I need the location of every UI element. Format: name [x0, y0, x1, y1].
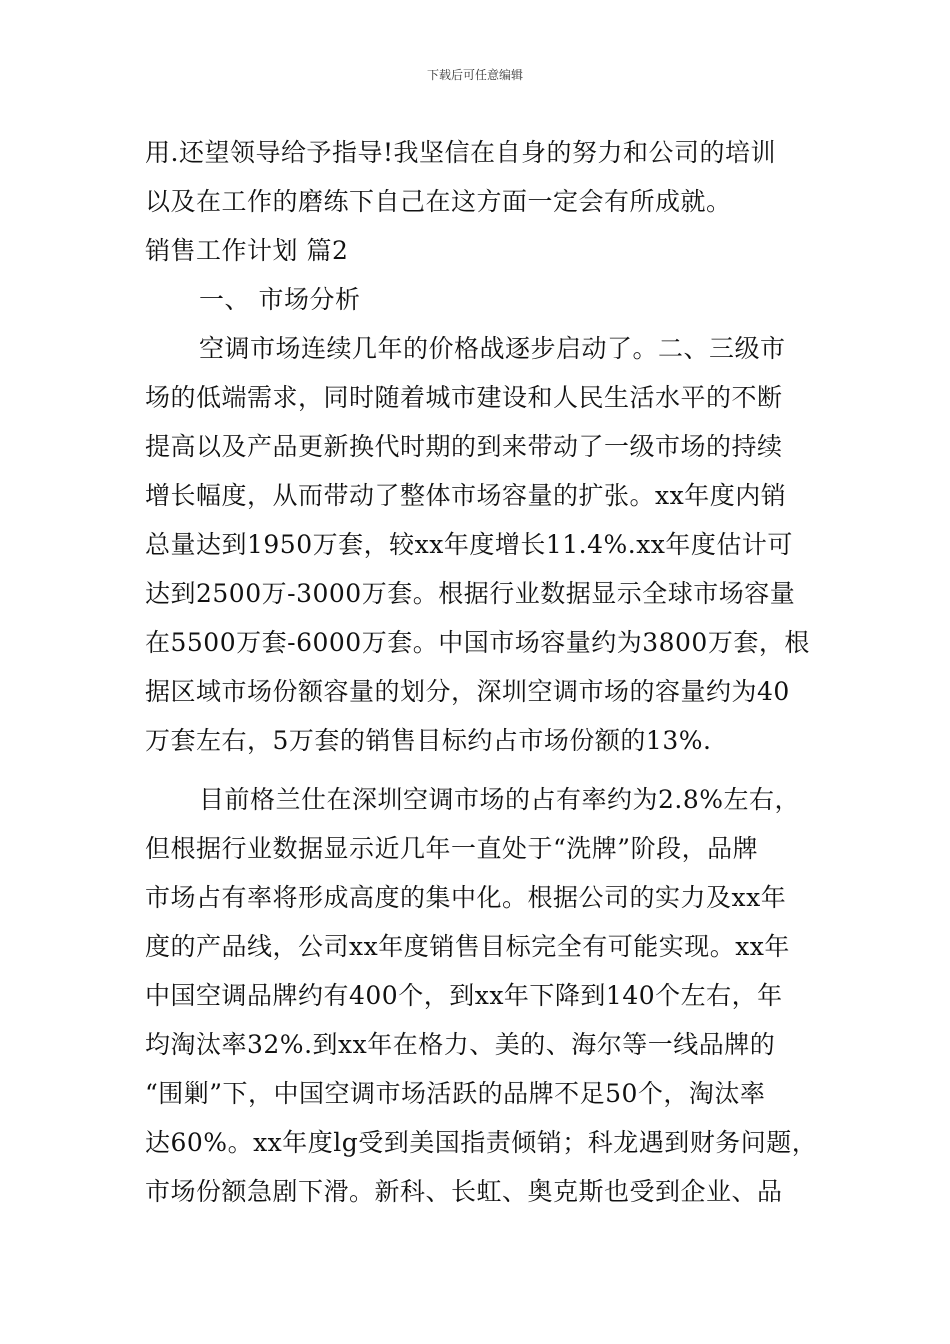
paragraph-line: 中国空调品牌约有400个，到xx年下降到140个左右，年 — [145, 981, 783, 1010]
paragraph-line: 度的产品线，公司xx年度销售目标完全有可能实现。xx年 — [145, 932, 790, 961]
paragraph-line: 提高以及产品更新换代时期的到来带动了一级市场的持续 — [145, 432, 783, 461]
paragraph-line: 市场占有率将形成高度的集中化。根据公司的实力及xx年 — [145, 883, 787, 912]
text-line: 以及在工作的磨练下自己在这方面一定会有所成就。 — [145, 187, 732, 216]
paragraph-gap — [145, 765, 810, 775]
paragraph-line: 达60%。xx年度lg受到美国指责倾销；科龙遇到财务问题， — [145, 1128, 818, 1157]
paragraph-line: 达到2500万-3000万套。根据行业数据显示全球市场容量 — [145, 579, 796, 608]
text-line: 用.还望领导给予指导!我坚信在自身的努力和公司的培训 — [145, 138, 776, 167]
section-title: 销售工作计划 篇2 — [145, 236, 349, 265]
paragraph-line: 增长幅度，从而带动了整体市场容量的扩张。xx年度内销 — [145, 481, 787, 510]
paragraph-line: 但根据行业数据显示近几年一直处于“洗牌”阶段，品牌 — [145, 834, 759, 863]
paragraph-line: 万套左右，5万套的销售目标约占市场份额的13%. — [145, 726, 712, 755]
paragraph-line: 目前格兰仕在深圳空调市场的占有率约为2.8%左右， — [199, 785, 801, 814]
paragraph-line: 在5500万套-6000万套。中国市场容量约为3800万套，根 — [145, 628, 810, 657]
paragraph-line: 据区域市场份额容量的划分，深圳空调市场的容量约为40 — [145, 677, 790, 706]
paragraph-line: 市场份额急剧下滑。新科、长虹、奥克斯也受到企业、品 — [145, 1177, 783, 1206]
paragraph-line: 总量达到1950万套，较xx年度增长11.4%.xx年度估计可 — [145, 530, 793, 559]
paragraph-line: 均淘汰率32%.到xx年在格力、美的、海尔等一线品牌的 — [145, 1030, 776, 1059]
document-body — [145, 128, 818, 1216]
paragraph-line: 空调市场连续几年的价格战逐步启动了。二、三级市 — [199, 334, 786, 363]
subheading: 一、 市场分析 — [199, 285, 361, 314]
paragraph-line: 场的低端需求，同时随着城市建设和人民生活水平的不断 — [145, 383, 783, 412]
paragraph-line: “围剿”下，中国空调市场活跃的品牌不足50个，淘汰率 — [145, 1079, 766, 1108]
page-header: 下载后可任意编辑 — [426, 68, 523, 82]
